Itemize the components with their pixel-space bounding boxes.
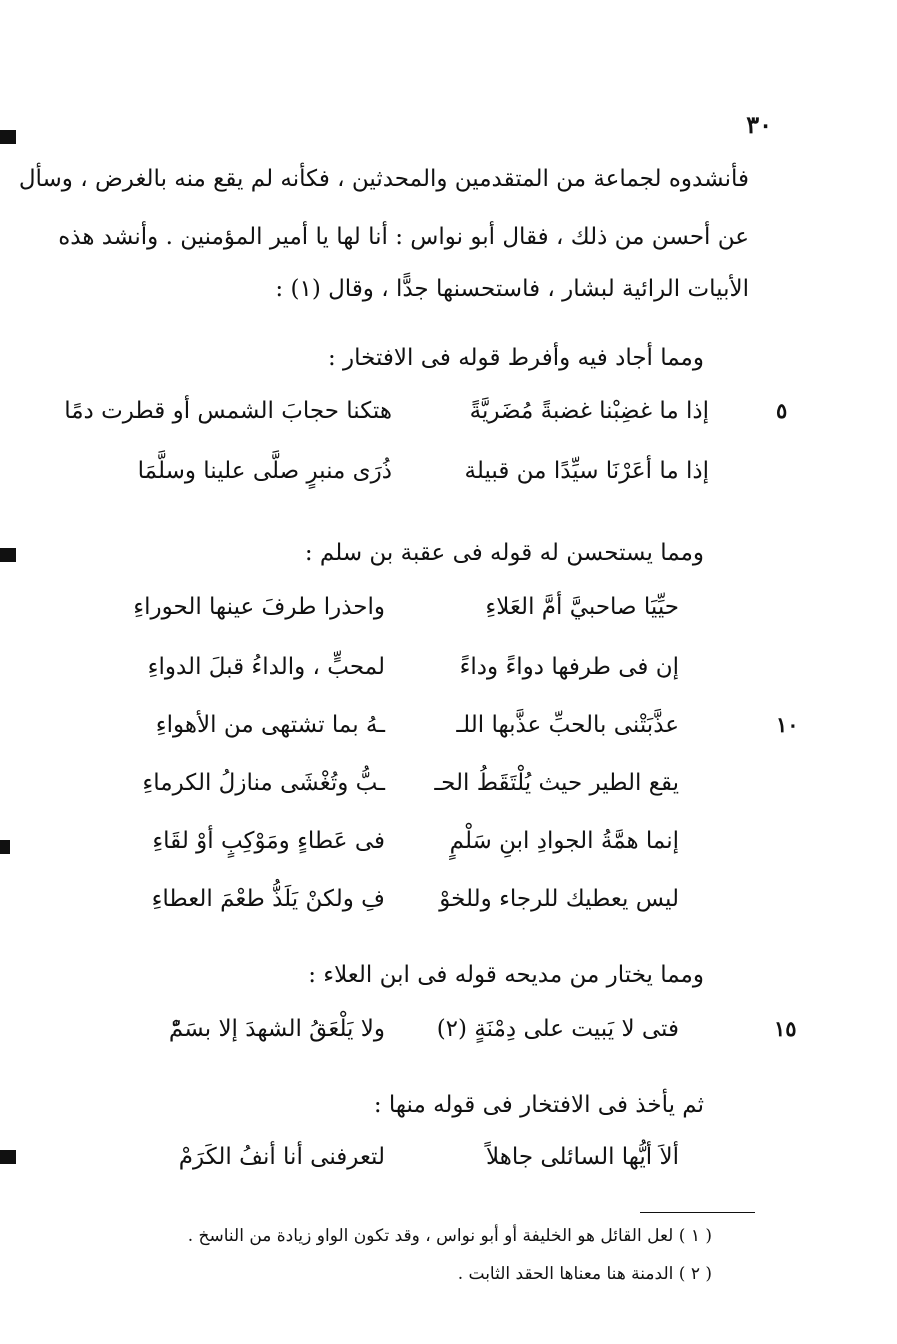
verse-hemistich-first: إذا ما غضِبْنا غضبةً مُضَريَّةً [469,398,709,424]
verse-hemistich-first: حيِّيَا صاحبيَّ أمَّ العَلاءِ [485,594,679,620]
margin-mark [0,548,16,562]
verse-hemistich-first: ألاَ أيُّها السائلى جاهلاً [485,1144,679,1170]
verse-hemistich-first: عذَّبَتْنى بالحبِّ عذَّبها اللـ [456,712,679,738]
verse-hemistich-second: ـبُّ وتُغْشَى منازلُ الكرماءِ [142,770,385,796]
verse-hemistich-first: يقع الطير حيث يُلْتَقَطُ الحـ [434,770,679,796]
verse-hemistich-first: فتى لا يَبيت على دِمْنَةٍ (٢) [436,1016,679,1042]
paragraph-line: فأنشدوه لجماعة من المتقدمين والمحدثين ، فكأنه لم يقع منه بالغرض ، وسأل [18,166,749,192]
section-intro: ومما يختار من مديحه قوله فى ابن العلاء : [308,962,704,988]
verse-line [0,654,897,704]
margin-mark [0,130,16,144]
verse-hemistich-second: هتكنا حجابَ الشمس أو قطرت دمًا [64,398,392,424]
footnote: ( ١ ) لعل القائل هو الخليفة أو أبو نواس ، وقد تكون الواو زيادة من الناسخ . [187,1226,712,1246]
footnote: ( ٢ ) الدمنة هنا معناها الحقد الثابت . [457,1264,712,1284]
verse-line [0,1144,897,1194]
line-number: ٥ [776,398,788,423]
page-number: ٣٠ [746,110,772,139]
verse-hemistich-first: إن فى طرفها دواءً وداءً [459,654,679,680]
verse-hemistich-second: فِ ولكنْ يَلَذُّ طعْمَ العطاءِ [151,886,385,912]
paragraph-line: عن أحسن من ذلك ، فقال أبو نواس : أنا لها يا أمير المؤمنين . وأنشد هذه [58,224,749,250]
margin-mark [0,1150,16,1164]
verse-line [0,886,897,936]
margin-mark [0,840,10,854]
line-number: ١٥ [774,1016,797,1041]
verse-line [0,828,897,878]
verse-hemistich-second: لتعرفنى أنا أنفُ الكَرَمْ [178,1144,385,1170]
verse-hemistich-second: ولا يَلْعَقُ الشهدَ إلا بسَمّْ [168,1016,385,1042]
verse-line [0,712,897,762]
verse-hemistich-second: ذُرَى منبرٍ صلَّى علينا وسلَّمَا [137,458,392,484]
verse-hemistich-second: فى عَطاءٍ ومَوْكِبٍ أوْ لقَاءِ [152,828,385,854]
verse-hemistich-first: إنما همَّةُ الجوادِ ابنِ سَلْمٍ [449,828,679,854]
verse-hemistich-second: لمحبٍّ ، والداءُ قبلَ الدواءِ [147,654,385,680]
verse-hemistich-second: ـهُ بما تشتهى من الأهواءِ [155,712,385,738]
verse-hemistich-first: إذا ما أعَرْنَا سيِّدًا من قبيلة [464,458,709,484]
verse-hemistich-second: واحذرا طرفَ عينها الحوراءِ [133,594,385,620]
verse-line [0,398,897,448]
section-intro: ومما أجاد فيه وأفرط قوله فى الافتخار : [327,345,704,371]
verse-line [0,594,897,644]
section-intro: ثم يأخذ فى الافتخار فى قوله منها : [373,1092,704,1118]
verse-hemistich-first: ليس يعطيك للرجاء وللخوْ [439,886,679,912]
verse-line [0,458,897,508]
paragraph-line: الأبيات الرائية لبشار ، فاستحسنها جدًّا ، وقال (١) : [275,276,749,302]
verse-line [0,770,897,820]
line-number: ١٠ [776,712,799,737]
verse-line [0,1016,897,1066]
footnote-divider [640,1212,755,1213]
section-intro: ومما يستحسن له قوله فى عقبة بن سلم : [304,540,704,566]
